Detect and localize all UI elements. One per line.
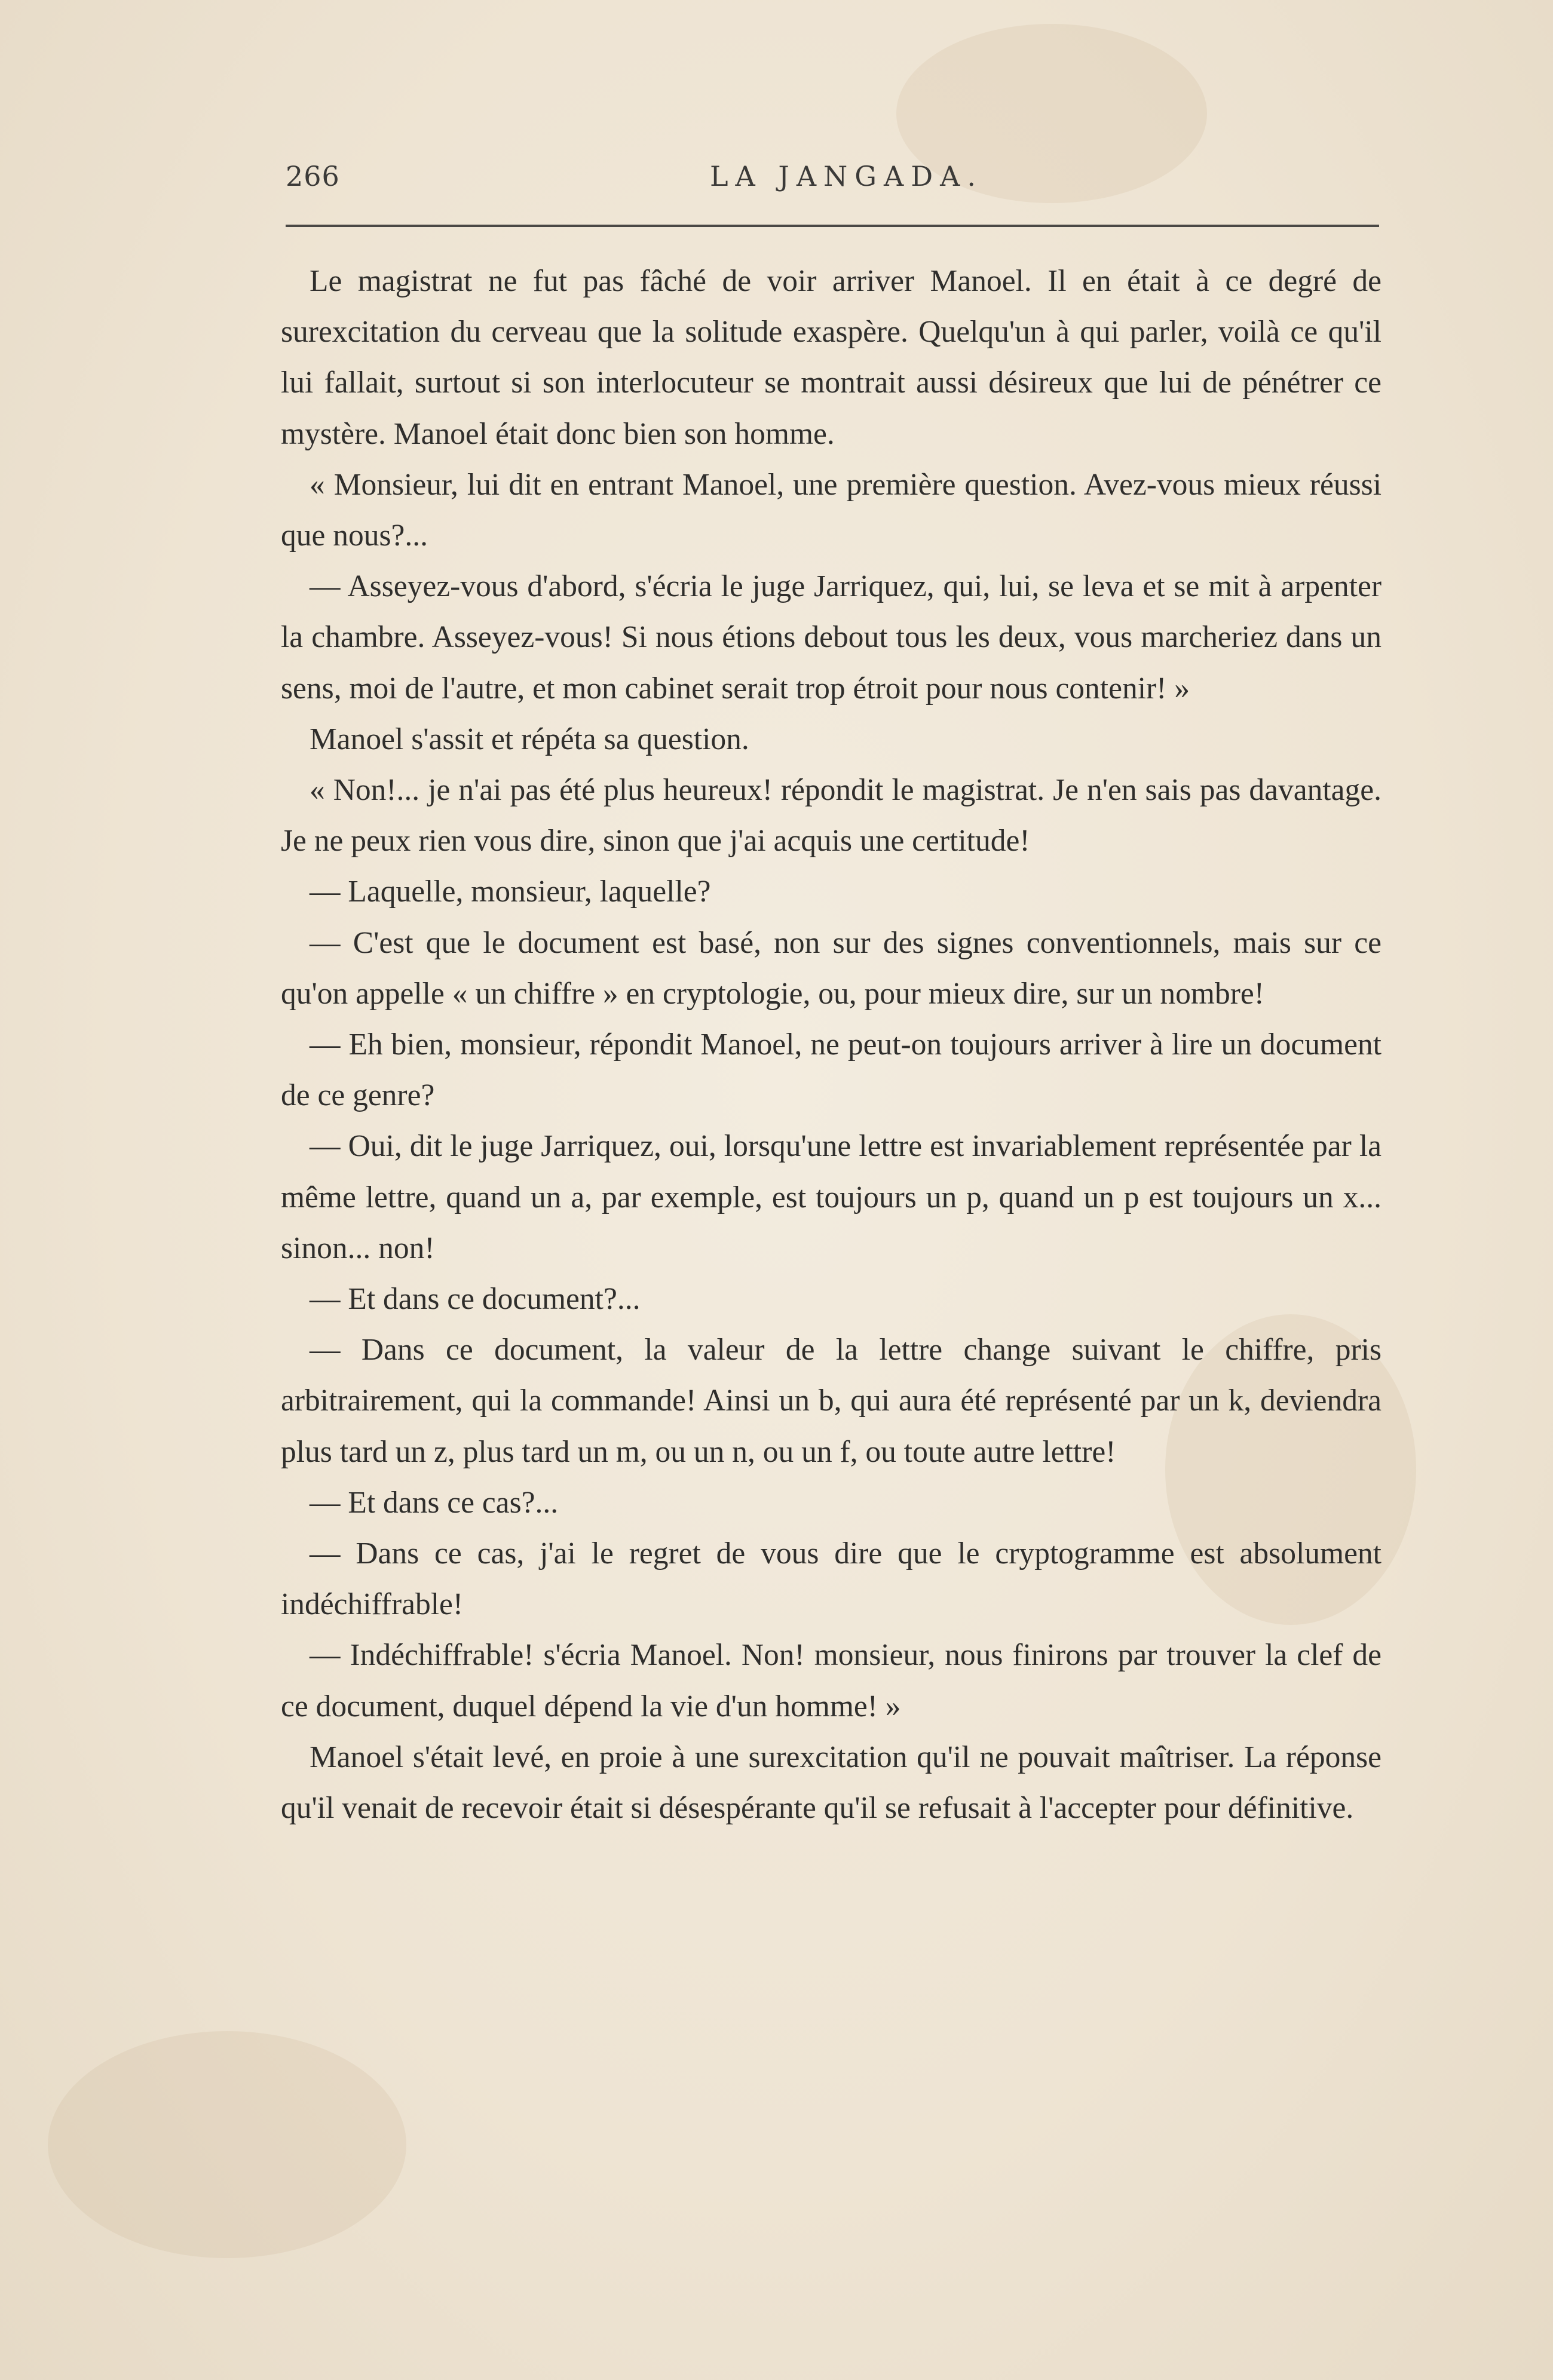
paragraph: — C'est que le document est basé, non sur des signes conventionnels, mais sur ce qu'on appelle « un chiffre » en cryptologie, ou, pour mieux dire, sur un nombre! bbox=[281, 925, 1382, 1011]
page-number: 266 bbox=[286, 160, 340, 192]
paragraph: « Monsieur, lui dit en entrant Manoel, une première question. Avez-vous mieux réussi que nous?... bbox=[281, 467, 1382, 553]
header-rule bbox=[286, 225, 1379, 227]
running-title: LA JANGADA. bbox=[710, 160, 983, 192]
body-text bbox=[281, 256, 1382, 1833]
paragraph: — Oui, dit le juge Jarriquez, oui, lorsqu'une lettre est invariablement représentée par la même lettre, quand un a, par exemple, est toujours un p, quand un p est toujours un x... sinon... non! bbox=[281, 1129, 1382, 1265]
paragraph: — Dans ce document, la valeur de la lettre change suivant le chiffre, pris arbitrairement, qui la commande! Ainsi un b, qui aura été représenté par un k, deviendra plus tard un z, plus tard un m, ou un n, ou un f, ou toute autre lettre! bbox=[281, 1333, 1382, 1469]
paragraph: — Indéchiffrable! s'écria Manoel. Non! monsieur, nous finirons par trouver la clef de ce document, duquel dépend la vie d'un homme! » bbox=[281, 1638, 1382, 1723]
paragraph: — Dans ce cas, j'ai le regret de vous dire que le cryptogramme est absolument indéchiffrable! bbox=[281, 1536, 1382, 1622]
paragraph: Manoel s'était levé, en proie à une surexcitation qu'il ne pouvait maîtriser. La réponse qu'il venait de recevoir était si désespérante qu'il se refusait à l'accepter pour définitive. bbox=[281, 1740, 1382, 1826]
paragraph: — Eh bien, monsieur, répondit Manoel, ne peut-on toujours arriver à lire un document de ce genre? bbox=[281, 1028, 1382, 1113]
paragraph: « Non!... je n'ai pas été plus heureux! répondit le magistrat. Je n'en sais pas davantage. Je ne peux rien vous dire, sinon que j'ai acquis une certitude! bbox=[281, 773, 1382, 858]
paragraph: Manoel s'assit et répéta sa question. bbox=[310, 722, 749, 756]
paragraph: — Et dans ce document?... bbox=[310, 1282, 641, 1317]
paper-stain bbox=[48, 2031, 406, 2258]
paragraph: Le magistrat ne fut pas fâché de voir arriver Manoel. Il en était à ce degré de surexcitation du cerveau que la solitude exaspère. Quelqu'un à qui parler, voilà ce qu'il lui fallait, surtout si son interlocuteur se montrait aussi désireux que lui de pénétrer ce mystère. Manoel était donc bien son homme. bbox=[281, 264, 1382, 451]
paragraph: — Asseyez-vous d'abord, s'écria le juge Jarriquez, qui, lui, se leva et se mit à arpenter la chambre. Asseyez-vous! Si nous étions debout tous les deux, vous marcheriez dans un sens, moi de l'autre, et mon cabinet serait trop étroit pour nous contenir! » bbox=[281, 569, 1382, 706]
running-head bbox=[286, 160, 1379, 202]
paragraph: — Laquelle, monsieur, laquelle? bbox=[310, 875, 711, 909]
paragraph: — Et dans ce cas?... bbox=[310, 1485, 559, 1520]
